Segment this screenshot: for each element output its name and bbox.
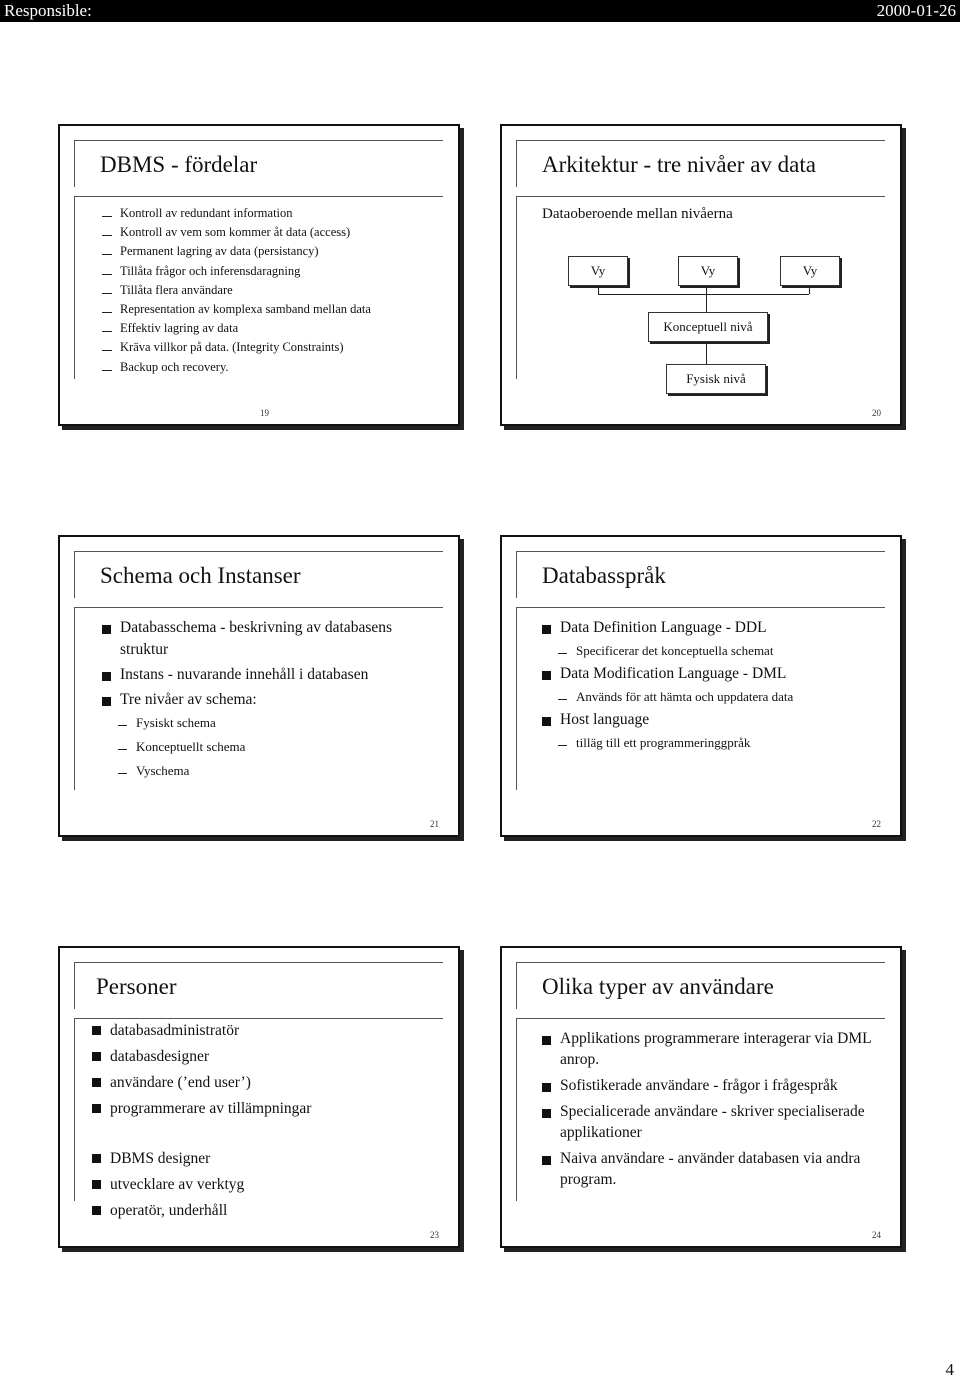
list-item: Tre nivåer av schema: bbox=[100, 689, 440, 711]
list-item: Kontroll av vem som kommer åt data (access) bbox=[88, 223, 371, 242]
slide-number: 23 bbox=[430, 1230, 439, 1240]
sub-item: tilläg till ett programmeringgpråk bbox=[540, 731, 890, 755]
list-item: Sofistikerade användare - frågor i frågespråk bbox=[540, 1075, 875, 1096]
connector-line bbox=[706, 286, 707, 312]
sub-item: Används för att hämta och uppdatera data bbox=[540, 685, 890, 709]
slide-21 bbox=[58, 535, 460, 837]
sub-item: Konceptuellt schema bbox=[100, 735, 440, 759]
slide-19 bbox=[58, 124, 460, 426]
advantages-list bbox=[88, 204, 371, 377]
slide-23 bbox=[58, 946, 460, 1248]
slide-number: 24 bbox=[872, 1230, 881, 1240]
schema-list bbox=[100, 617, 440, 783]
connector-line bbox=[598, 286, 599, 294]
view-box: Vy bbox=[780, 256, 840, 286]
list-item: DBMS designer bbox=[90, 1146, 430, 1172]
connector-line bbox=[706, 342, 707, 364]
list-item: databasadministratör bbox=[90, 1018, 430, 1044]
slide-number: 19 bbox=[260, 408, 269, 418]
slide-number: 20 bbox=[872, 408, 881, 418]
list-item: Backup och recovery. bbox=[88, 358, 371, 377]
language-list bbox=[540, 617, 890, 755]
list-item: Databasschema - beskrivning av databasens struktur bbox=[100, 617, 440, 661]
slide-title: Olika typer av användare bbox=[542, 974, 774, 999]
diagram-subtitle: Dataoberoende mellan nivåerna bbox=[542, 206, 733, 222]
header-date: 2000-01-26 bbox=[876, 1, 956, 20]
content-frame bbox=[516, 196, 885, 379]
connector-line bbox=[707, 294, 809, 295]
list-item: programmerare av tillämpningar bbox=[90, 1096, 430, 1122]
list-item: Representation av komplexa samband mellan data bbox=[88, 300, 371, 319]
slide-title: DBMS - fördelar bbox=[100, 152, 258, 177]
page-number: 4 bbox=[945, 1360, 954, 1379]
list-item: Data Modification Language - DML bbox=[540, 663, 890, 685]
sub-item: Specificerar det konceptuella schemat bbox=[540, 639, 890, 663]
list-item: operatör, underhåll bbox=[90, 1198, 430, 1224]
user-types-list bbox=[540, 1028, 875, 1190]
list-item: Specialicerade användare - skriver specialiserade applikationer bbox=[540, 1101, 875, 1143]
view-box: Vy bbox=[568, 256, 628, 286]
list-item: Tillåta flera användare bbox=[88, 281, 371, 300]
list-item: Data Definition Language - DDL bbox=[540, 617, 890, 639]
slide-20 bbox=[500, 124, 902, 426]
connector-line bbox=[598, 294, 706, 295]
slide-title: Personer bbox=[96, 974, 177, 999]
connector-line bbox=[809, 286, 810, 294]
slide-title: Arkitektur - tre nivåer av data bbox=[542, 152, 816, 177]
list-item: Instans - nuvarande innehåll i databasen bbox=[100, 664, 440, 686]
page-header bbox=[0, 0, 960, 22]
slide-title: Schema och Instanser bbox=[100, 563, 301, 588]
list-item: användare (’end user’) bbox=[90, 1070, 430, 1096]
list-item: Kräva villkor på data. (Integrity Constraints) bbox=[88, 338, 371, 357]
persons-list bbox=[90, 1018, 430, 1224]
list-item: Tillåta frågor och inferensdaragning bbox=[88, 262, 371, 281]
slide-title: Databasspråk bbox=[542, 563, 666, 588]
list-item: databasdesigner bbox=[90, 1044, 430, 1070]
view-box: Vy bbox=[678, 256, 738, 286]
physical-level-box: Fysisk nivå bbox=[666, 364, 766, 394]
list-item: utvecklare av verktyg bbox=[90, 1172, 430, 1198]
conceptual-level-box: Konceptuell nivå bbox=[648, 312, 768, 342]
list-item: Naiva användare - använder databasen via andra program. bbox=[540, 1148, 875, 1190]
list-item: Host language bbox=[540, 709, 890, 731]
slide-number: 22 bbox=[872, 819, 881, 829]
slide-24 bbox=[500, 946, 902, 1248]
list-item: Kontroll av redundant information bbox=[88, 204, 371, 223]
slide-22 bbox=[500, 535, 902, 837]
list-item: Permanent lagring av data (persistancy) bbox=[88, 242, 371, 261]
list-item: Effektiv lagring av data bbox=[88, 319, 371, 338]
list-item: Applikations programmerare interagerar via DML anrop. bbox=[540, 1028, 875, 1070]
sub-item: Vyschema bbox=[100, 759, 440, 783]
sub-item: Fysiskt schema bbox=[100, 711, 440, 735]
slide-number: 21 bbox=[430, 819, 439, 829]
responsible-label: Responsible: bbox=[4, 1, 92, 20]
